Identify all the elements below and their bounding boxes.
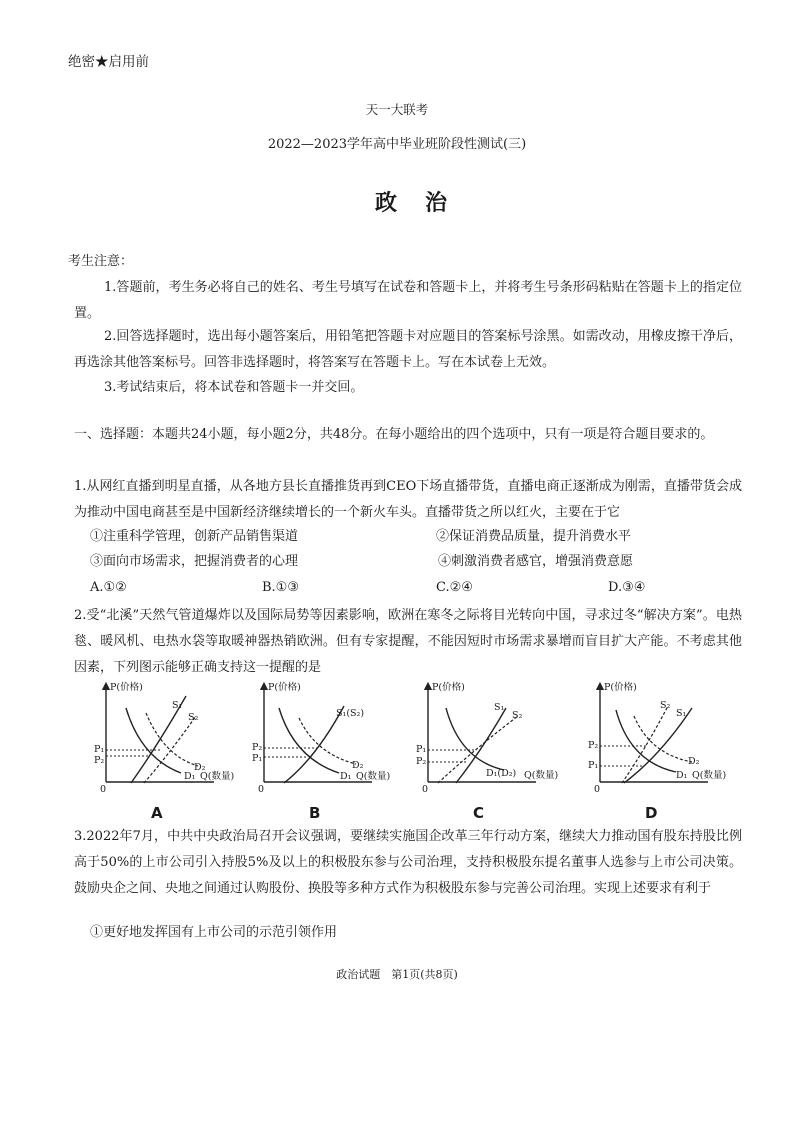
exam-title: 2022—2023学年高中毕业班阶段性测试(三): [267, 137, 527, 152]
notice-item-3: 3.考试结束后，将本试卷和答题卡一并交回。: [104, 380, 364, 395]
graph-a-s2-label: S₂: [188, 712, 199, 723]
section-heading: 一、选择题：本题共24小题，每小题2分，共48分。在每小题给出的四个选项中，只有一项是符合题目要求的。: [74, 427, 714, 442]
graph-d-p1-label: P₁: [588, 760, 599, 771]
graph-b-d1-label: D₁: [340, 771, 352, 782]
graph-a-caption: A: [151, 804, 163, 822]
graph-c-d-label: D₁(D₂): [486, 768, 517, 779]
graph-a-d2-label: D₂: [194, 762, 206, 773]
graph-a: [86, 678, 256, 828]
graph-b-drawing: [244, 678, 414, 828]
graph-d-x-label: Q(数量): [692, 770, 727, 781]
graph-c-d-curve: [446, 708, 504, 770]
graph-c-origin: 0: [422, 784, 429, 795]
q1-statement-1: ①注重科学管理，创新产品销售渠道: [90, 529, 299, 544]
graph-a-s1-label: S₁: [172, 700, 183, 711]
graph-c-caption: C: [473, 804, 485, 822]
graph-b-s-label: S₁(S₂): [336, 708, 365, 719]
graph-d-d1-label: D₁: [676, 770, 688, 781]
q1-option-c: C.②④: [436, 580, 473, 595]
graph-a-p2-label: P₂: [94, 755, 105, 766]
graph-c-x-label: Q(数量): [524, 770, 559, 781]
graph-b-x-label: Q(数量): [356, 771, 391, 782]
graph-d-s1-label: S₁: [676, 708, 687, 719]
graph-b-d1-curve: [279, 708, 339, 773]
q1-option-d: D.③④: [608, 580, 646, 595]
q1-stem: 1.从网红直播到明星直播，从各地方县长直播推货再到CEO下场直播带货，直播电商正逐渐成为刚需，直播带货会成为推动中国电商甚至是中国新经济继续增长的一个新火车头。直播带货之所以红火，主要在于它: [74, 479, 742, 520]
page-footer: 政治试题 第1页(共8页): [336, 968, 458, 981]
graph-d: [580, 678, 750, 828]
graph-c-s1-label: S₁: [494, 702, 505, 713]
q1-statement-2: ②保证消费品质量，提升消费水平: [436, 529, 632, 544]
graph-c-s2-label: S₂: [512, 710, 523, 721]
graph-b-origin: 0: [258, 784, 265, 795]
graph-b-caption: B: [309, 804, 321, 822]
graph-d-d2-label: D₂: [688, 756, 700, 767]
secret-mark: 绝密★启用前: [68, 54, 149, 70]
graph-a-d1-label: D₁: [184, 771, 196, 782]
q1-statement-4: ④刺激消费者感官，增强消费意愿: [438, 554, 634, 569]
graph-c-y-label: P(价格): [432, 682, 465, 693]
notice-item-1: 1.答题前，考生务必将自己的姓名、考生号填写在试卷和答题卡上，并将考生号条形码粘贴在答题卡上的指定位置。: [74, 280, 742, 321]
graph-a-drawing: [86, 678, 256, 828]
graph-b-d2-label: D₂: [352, 760, 364, 771]
graph-d-s2-curve: [622, 706, 668, 783]
graph-c-p2-label: P₂: [416, 756, 427, 767]
graph-c: [408, 678, 578, 828]
q1-option-b: B.①③: [262, 580, 299, 595]
notice-heading: 考生注意：: [68, 254, 134, 269]
q2-stem: 2.受“北溪”天然气管道爆炸以及国际局势等因素影响，欧洲在寒冬之际将目光转向中国，寻求过冬“解决方案”。电热毯、暖风机、电热水袋等取暖神器热销欧洲。但有专家提醒，不能因短时市场需求暴增而盲目扩大产能。不考虑其他因素，下列图示能够正确支持这一提醒的是: [74, 608, 742, 675]
q1-option-a: A.①②: [90, 580, 127, 595]
graph-d-p2-label: P₂: [588, 740, 599, 751]
subject-title: 政治: [374, 190, 475, 216]
q1-statement-3: ③面向市场需求，把握消费者的心理: [90, 554, 299, 569]
q3-stem: 3.2022年7月，中共中央政治局召开会议强调，要继续实施国企改革三年行动方案，继续大力推动国有股东持股比例高于50%的上市公司引入持股5%及以上的积极股东参与公司治理，支持积极股东提名董事人选参与上市公司决策。鼓励央企之间、央地之间通过认购股份、换股等多种方式作为积极股东参与完善公司治理。实现上述要求有利于: [74, 829, 742, 896]
notice-item-2: 2.回答选择题时，选出每小题答案后，用铅笔把答题卡对应题目的答案标号涂黑。如需改动，用橡皮擦干净后，再选涂其他答案标号。回答非选择题时，将答案写在答题卡上。写在本试卷上无效。: [74, 329, 742, 370]
graph-a-x-label: Q(数量): [200, 771, 235, 782]
graph-d-origin: 0: [594, 784, 601, 795]
graph-a-origin: 0: [100, 784, 107, 795]
graph-b-d2-curve: [299, 718, 356, 764]
graph-c-drawing: [408, 678, 578, 828]
graph-d-caption: D: [645, 804, 658, 822]
graph-d-s2-label: S₂: [660, 700, 671, 711]
q3-statement-1: ①更好地发挥国有上市公司的示范引领作用: [90, 925, 338, 940]
graph-b-p2-label: P₂: [252, 742, 263, 753]
organizer: 天一大联考: [365, 102, 429, 117]
graph-a-p1-label: P₁: [94, 744, 105, 755]
graph-b: [244, 678, 414, 828]
graph-a-y-label: P(价格): [110, 682, 143, 693]
graph-b-y-label: P(价格): [268, 682, 301, 693]
graph-d-y-label: P(价格): [604, 682, 637, 693]
graph-b-p1-label: P₁: [252, 753, 263, 764]
graph-c-p1-label: P₁: [416, 744, 427, 755]
